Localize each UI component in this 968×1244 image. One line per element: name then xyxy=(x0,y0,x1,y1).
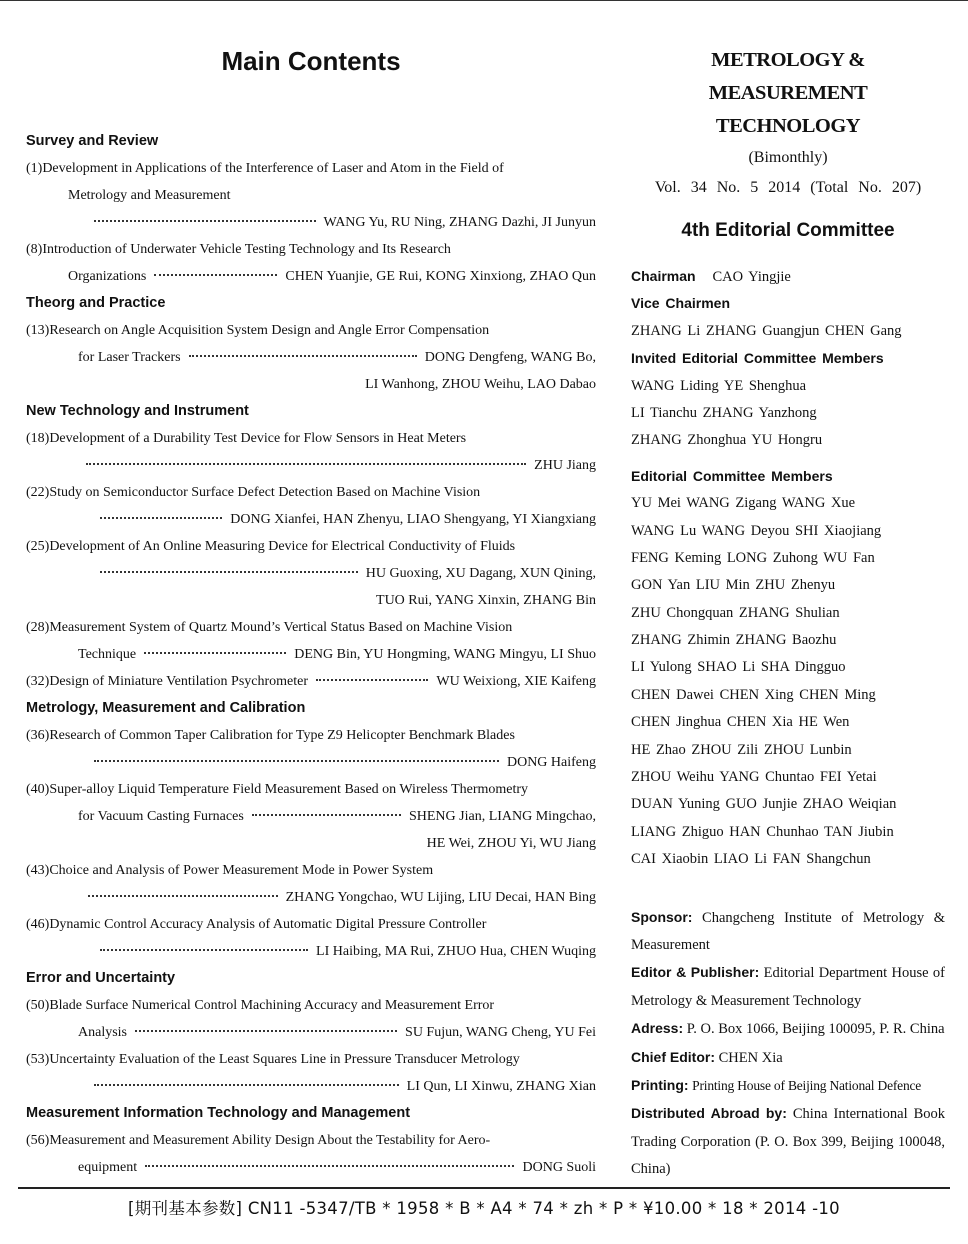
contents-entry xyxy=(26,479,596,533)
entry-authors: LI Qun, LI Xinwu, ZHANG Xian xyxy=(406,1079,596,1094)
contents-entry xyxy=(26,668,596,695)
vice-chairmen-label: Vice Chairmen xyxy=(631,295,731,312)
leader-dots xyxy=(86,463,526,465)
entry-title: (25)Development of An Online Measuring Device for Electrical Conductivity of Fluids xyxy=(26,539,516,554)
entry-title-cont: equipment xyxy=(78,1160,138,1175)
sponsor-value: Changcheng Institute of Metrology & Measurement xyxy=(631,909,945,953)
printing-value: Printing House of Beijing National Defence xyxy=(692,1078,922,1094)
entry-title-cont: for Laser Trackers xyxy=(78,350,181,365)
leader-dots xyxy=(316,679,428,681)
entry-title-cont: Organizations xyxy=(68,269,147,284)
contents-entry xyxy=(26,317,596,398)
contents-entry xyxy=(26,992,596,1046)
entry-authors: SHENG Jian, LIANG Mingchao, xyxy=(408,809,596,824)
member-line: WANG Lu WANG Deyou SHI Xiaojiang xyxy=(631,522,882,539)
member-line: LIANG Zhiguo HAN Chunhao TAN Jiubin xyxy=(631,823,894,840)
entry-title: (28)Measurement System of Quartz Mound’s Vertical Status Based on Machine Vision xyxy=(26,620,513,635)
entry-authors: DONG Xianfei, HAN Zhenyu, LIAO Shengyang, YI Xiangxiang xyxy=(230,512,596,527)
leader-dots xyxy=(145,1165,514,1167)
distribution-info xyxy=(631,1100,945,1183)
committee-title: 4th Editorial Committee xyxy=(681,220,895,241)
section-heading: Metrology, Measurement and Calibration xyxy=(26,700,306,716)
entry-title: (36)Research of Common Taper Calibration for Type Z9 Helicopter Benchmark Blades xyxy=(26,728,515,743)
entry-authors: DONG Haifeng xyxy=(506,755,596,770)
entry-title: (56)Measurement and Measurement Ability Design About the Testability for Aero- xyxy=(26,1133,491,1148)
member-line: FENG Keming LONG Zuhong WU Fan xyxy=(631,549,875,566)
member-line: ZHU Chongquan ZHANG Shulian xyxy=(631,604,840,621)
leader-dots xyxy=(144,652,286,654)
leader-dots xyxy=(252,814,401,816)
leader-dots xyxy=(94,220,316,222)
address-value: P. O. Box 1066, Beijing 100095, P. R. China xyxy=(686,1021,945,1038)
section-heading: Measurement Information Technology and Management xyxy=(26,1105,411,1121)
bottom-rule xyxy=(18,1187,950,1189)
member-line: GON Yan LIU Min ZHU Zhenyu xyxy=(631,577,836,594)
committee-members-label: Editorial Committee Members xyxy=(631,467,833,484)
entry-authors: WU Weixiong, XIE Kaifeng xyxy=(436,674,596,689)
member-line: DUAN Yuning GUO Junjie ZHAO Weiqian xyxy=(631,796,897,813)
journal-volume: Vol. 34 No. 5 2014 (Total No. 207) xyxy=(654,179,922,196)
entry-title: (13)Research on Angle Acquisition System Design and Angle Error Compensation xyxy=(26,323,490,338)
sponsor-info xyxy=(631,904,945,960)
contents-column xyxy=(26,44,596,1181)
chief-editor-value: CHEN Xia xyxy=(718,1049,783,1066)
member-line: WANG Liding YE Shenghua xyxy=(631,377,807,394)
entry-title: (50)Blade Surface Numerical Control Machining Accuracy and Measurement Error xyxy=(26,998,495,1013)
section-heading: Survey and Review xyxy=(26,133,159,149)
entry-title: (18)Development of a Durability Test Device for Flow Sensors in Heat Meters xyxy=(26,431,467,446)
distribution-value: China International Book Trading Corporation (P. O. Box 399, Beijing 100048, China) xyxy=(631,1106,946,1178)
contents-entry xyxy=(26,1046,596,1100)
entry-authors: HU Guoxing, XU Dagang, XUN Qining, xyxy=(365,566,596,581)
leader-dots xyxy=(154,274,277,276)
entry-title: (40)Super-alloy Liquid Temperature Field Measurement Based on Wireless Thermometry xyxy=(26,782,529,797)
entry-title: (1)Development in Applications of the Interference of Laser and Atom in the Field of xyxy=(26,161,504,176)
entry-authors: SU Fujun, WANG Cheng, YU Fei xyxy=(405,1025,596,1040)
member-line: LI Tianchu ZHANG Yanzhong xyxy=(631,404,817,421)
leader-dots xyxy=(88,895,278,897)
chief-editor-label: Chief Editor: xyxy=(631,1048,715,1065)
printing-info xyxy=(631,1072,945,1100)
leader-dots xyxy=(189,355,417,357)
entry-authors: WANG Yu, RU Ning, ZHANG Dazhi, JI Junyun xyxy=(323,215,596,230)
distribution-label: Distributed Abroad by: xyxy=(631,1105,787,1122)
editor-value: Editorial Department House of Metrology & Measurement Technology xyxy=(631,965,945,1009)
page-title: Main Contents xyxy=(221,46,401,76)
entry-title: (43)Choice and Analysis of Power Measurement Mode in Power System xyxy=(26,863,434,878)
entry-authors: DONG Suoli xyxy=(522,1160,596,1175)
invited-members-label: Invited Editorial Committee Members xyxy=(631,350,884,367)
member-line: LI Yulong SHAO Li SHA Dingguo xyxy=(631,659,846,676)
contents-entry xyxy=(26,1127,596,1181)
journal-title: METROLOGY & MEASUREMENT xyxy=(708,49,868,104)
journal-title-cont: TECHNOLOGY xyxy=(715,115,861,137)
journal-parameters: [期刊基本参数] CN11 -5347/TB * 1958 * B * A4 * 74 * zh * P * ¥10.00 * 18 * 2014 -10 xyxy=(128,1199,840,1218)
vice-chairmen-names: ZHANG Li ZHANG Guangjun CHEN Gang xyxy=(631,322,902,339)
member-line: CHEN Dawei CHEN Xing CHEN Ming xyxy=(631,686,876,703)
entry-authors: CHEN Yuanjie, GE Rui, KONG Xinxiong, ZHAO Qun xyxy=(285,269,596,284)
contents-entry xyxy=(26,722,596,776)
editor-info xyxy=(631,959,945,1015)
contents-entry xyxy=(26,857,596,911)
contents-entry xyxy=(26,425,596,479)
member-line: CAI Xiaobin LIAO Li FAN Shangchun xyxy=(631,851,871,868)
journal-frequency: (Bimonthly) xyxy=(748,149,828,166)
leader-dots xyxy=(135,1030,397,1032)
contents-entry xyxy=(26,614,596,668)
chairman-line xyxy=(631,263,945,290)
entry-authors: LI Haibing, MA Rui, ZHUO Hua, CHEN Wuqing xyxy=(316,944,596,959)
top-rule xyxy=(0,0,968,1)
printing-label: Printing: xyxy=(631,1077,689,1094)
entry-title: (53)Uncertainty Evaluation of the Least Squares Line in Pressure Transducer Metrology xyxy=(26,1052,520,1067)
member-line: YU Mei WANG Zigang WANG Xue xyxy=(631,495,856,512)
member-line: ZHANG Zhimin ZHANG Baozhu xyxy=(631,632,837,649)
masthead-column xyxy=(631,44,945,1184)
address-label: Adress: xyxy=(631,1020,684,1037)
entry-authors-cont: TUO Rui, YANG Xinxin, ZHANG Bin xyxy=(376,593,596,608)
entry-authors: ZHU Jiang xyxy=(534,458,596,473)
contents-entry xyxy=(26,155,596,236)
member-line: ZHOU Weihu YANG Chuntao FEI Yetai xyxy=(631,769,877,786)
editor-label: Editor & Publisher: xyxy=(631,964,760,981)
leader-dots xyxy=(100,949,308,951)
member-line: ZHANG Zhonghua YU Hongru xyxy=(631,432,823,449)
member-line: HE Zhao ZHOU Zili ZHOU Lunbin xyxy=(631,741,852,758)
entry-title: (8)Introduction of Underwater Vehicle Testing Technology and Its Research xyxy=(26,242,451,257)
leader-dots xyxy=(100,571,358,573)
entry-authors: ZHANG Yongchao, WU Lijing, LIU Decai, HAN Bing xyxy=(285,890,596,905)
contents-entry xyxy=(26,776,596,857)
entry-title-cont: Metrology and Measurement xyxy=(68,188,231,203)
entry-authors: DONG Dengfeng, WANG Bo, xyxy=(424,350,596,365)
chairman-label: Chairman xyxy=(631,268,696,284)
section-heading: Theorg and Practice xyxy=(26,295,166,311)
contents-entry xyxy=(26,236,596,290)
section-heading: New Technology and Instrument xyxy=(26,403,249,419)
section-heading: Error and Uncertainty xyxy=(26,970,176,986)
entry-title: (46)Dynamic Control Accuracy Analysis of Automatic Digital Pressure Controller xyxy=(26,917,487,932)
leader-dots xyxy=(94,1084,399,1086)
entry-authors-cont: HE Wei, ZHOU Yi, WU Jiang xyxy=(426,836,596,851)
chief-editor-info xyxy=(631,1044,945,1072)
entry-title-cont: Analysis xyxy=(78,1025,127,1040)
address-info xyxy=(631,1015,945,1043)
entry-title-cont: for Vacuum Casting Furnaces xyxy=(78,809,244,824)
entry-authors: DENG Bin, YU Hongming, WANG Mingyu, LI Shuo xyxy=(294,647,596,662)
leader-dots xyxy=(100,517,222,519)
contents-entry xyxy=(26,911,596,965)
chairman-name: CAO Yingjie xyxy=(712,269,791,285)
leader-dots xyxy=(94,760,499,762)
contents-entry xyxy=(26,533,596,614)
entry-authors-cont: LI Wanhong, ZHOU Weihu, LAO Dabao xyxy=(365,377,596,392)
entry-title: (22)Study on Semiconductor Surface Defect Detection Based on Machine Vision xyxy=(26,485,481,500)
entry-title-cont: Technique xyxy=(78,647,137,662)
sponsor-label: Sponsor: xyxy=(631,908,693,925)
entry-title: (32)Design of Miniature Ventilation Psychrometer xyxy=(26,674,309,689)
member-line: CHEN Jinghua CHEN Xia HE Wen xyxy=(631,714,850,731)
